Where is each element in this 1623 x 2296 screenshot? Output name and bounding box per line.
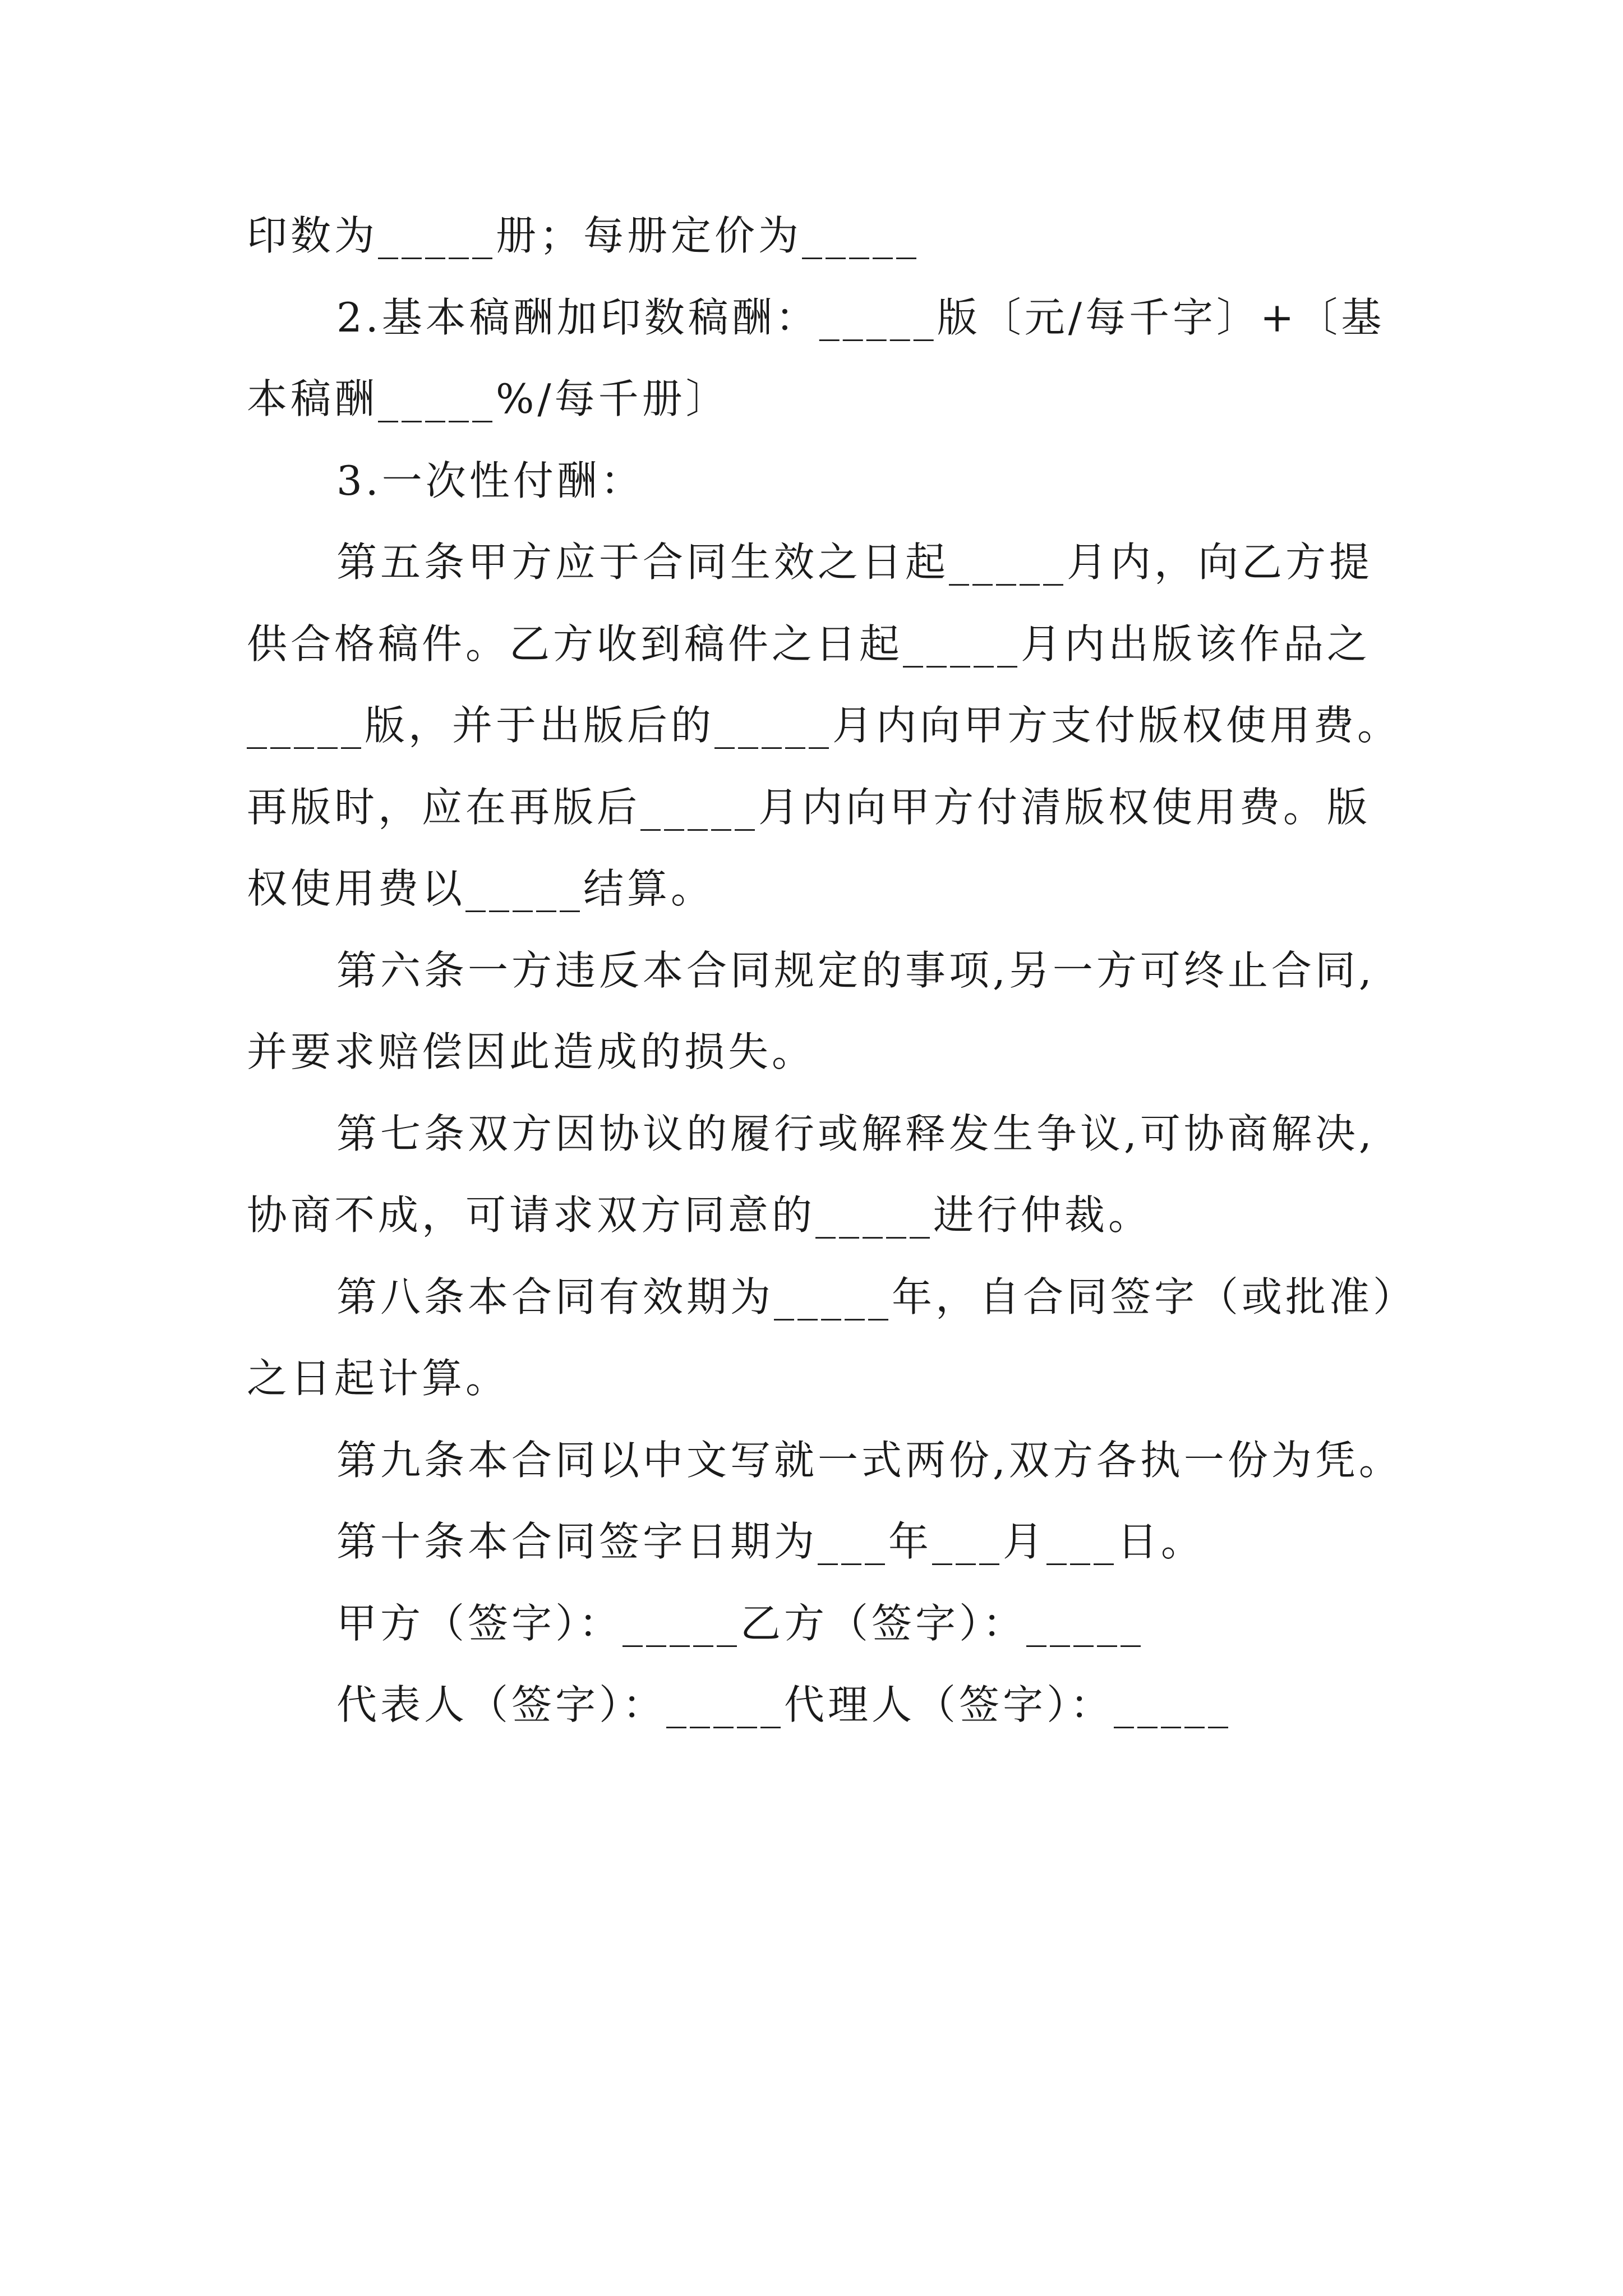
text-line: 第七条双方因协议的履行或解释发生争议,可协商解决, <box>336 1110 1375 1157</box>
text-line: 协商不成，可请求双方同意的_____进行仲裁。 <box>247 1191 1152 1239</box>
text-line: _____版，并于出版后的_____月内向甲方支付版权使用费。 <box>247 702 1401 749</box>
text-line: 2.基本稿酬加印数稿酬：_____版〔元/每千字〕+〔基 <box>336 293 1385 341</box>
text-line: 本稿酬_____%/每千册〕 <box>247 375 730 422</box>
text-line: 第五条甲方应于合同生效之日起_____月内，向乙方提 <box>336 539 1373 586</box>
text-line: 第九条本合同以中文写就一式两份,双方各执一份为凭。 <box>336 1436 1403 1484</box>
text-line: 权使用费以_____结算。 <box>247 865 715 912</box>
signature-line-party: 甲方（签字）：_____乙方（签字）：_____ <box>336 1599 1145 1647</box>
text-line: 供合格稿件。乙方收到稿件之日起_____月内出版该作品之 <box>247 620 1371 668</box>
text-line: 3.一次性付酬： <box>336 457 644 504</box>
text-line: 第六条一方违反本合同规定的事项,另一方可终止合同, <box>336 946 1375 994</box>
text-line: 印数为_____册；每册定价为_____ <box>247 212 920 259</box>
text-line: 之日起计算。 <box>247 1355 510 1402</box>
text-line: 第八条本合同有效期为_____年，自合同签字（或批准） <box>336 1273 1417 1320</box>
signature-line-representative: 代表人（签字）：_____代理人（签字）：_____ <box>336 1681 1232 1728</box>
text-line: 并要求赔偿因此造成的损失。 <box>247 1028 816 1075</box>
text-line: 再版时，应在再版后_____月内向甲方付清版权使用费。版 <box>247 783 1371 831</box>
text-line: 第十条本合同签字日期为___年___月___日。 <box>336 1518 1205 1565</box>
contract-body <box>247 208 1417 1759</box>
